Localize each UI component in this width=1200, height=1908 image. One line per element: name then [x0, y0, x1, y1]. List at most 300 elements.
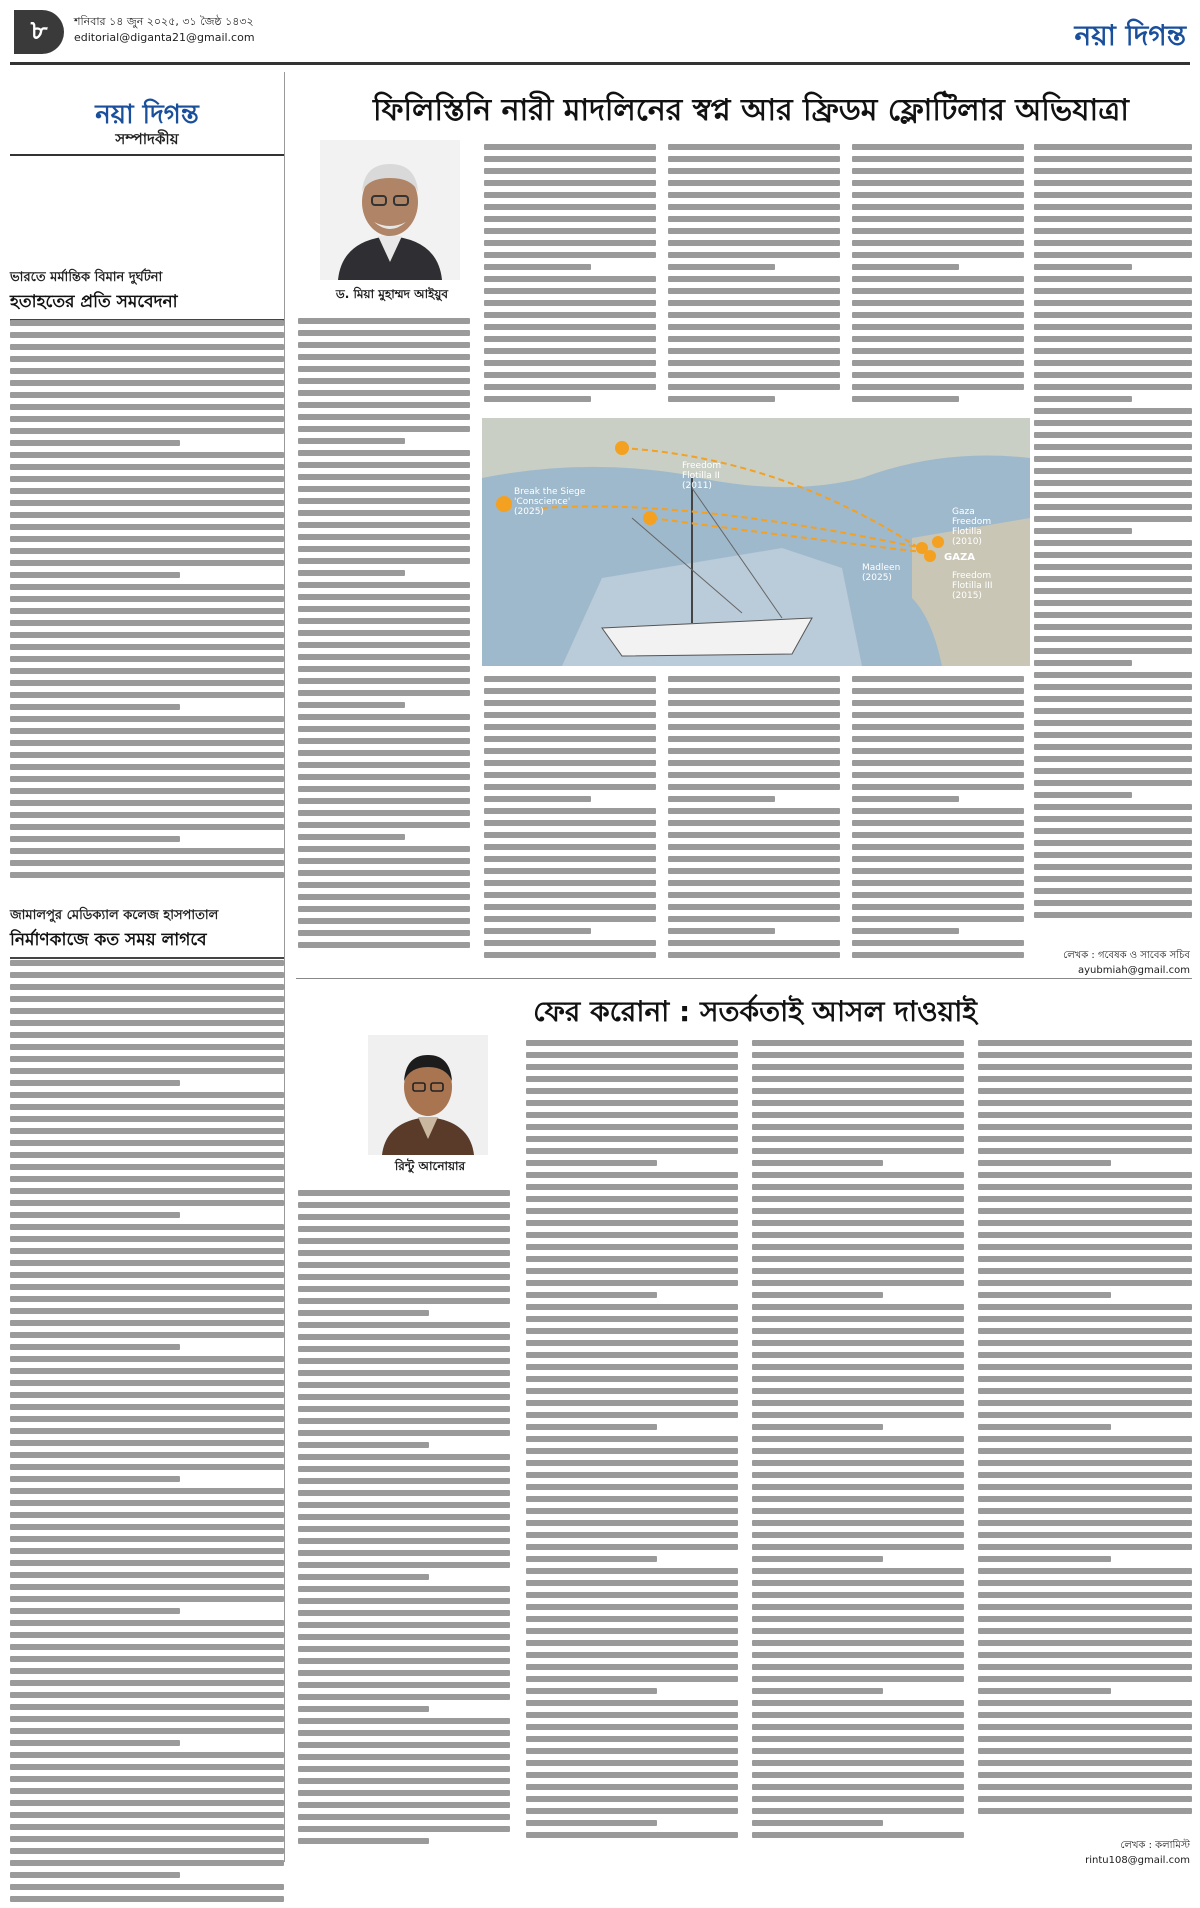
- editorial-headline: নির্মাণকাজে কত সময় লাগবে: [10, 927, 284, 959]
- text-line: [10, 1788, 284, 1794]
- text-line: [852, 952, 1024, 958]
- text-line: [752, 1064, 964, 1070]
- text-line: [978, 1772, 1192, 1778]
- text-line: [298, 1754, 510, 1760]
- text-line: [1034, 804, 1192, 810]
- text-line: [10, 1704, 284, 1710]
- text-line: [298, 906, 470, 912]
- text-line: [668, 156, 840, 162]
- text-line: [668, 312, 840, 318]
- text-line: [526, 1616, 738, 1622]
- text-line: [978, 1544, 1192, 1550]
- text-line: [10, 1776, 284, 1782]
- text-line: [526, 1424, 657, 1430]
- text-line: [298, 1502, 510, 1508]
- text-line: [978, 1256, 1192, 1262]
- text-line: [978, 1628, 1192, 1634]
- text-line: [1034, 360, 1192, 366]
- text-line: [668, 796, 775, 802]
- text-line: [978, 1520, 1192, 1526]
- text-line: [1034, 480, 1192, 486]
- text-line: [10, 1428, 284, 1434]
- text-line: [10, 1584, 284, 1590]
- text-line: [752, 1112, 964, 1118]
- text-line: [526, 1772, 738, 1778]
- text-line: [484, 700, 656, 706]
- text-line: [752, 1400, 964, 1406]
- text-line: [10, 344, 284, 350]
- text-line: [298, 714, 470, 720]
- text-line: [1034, 156, 1192, 162]
- text-line: [10, 1896, 284, 1902]
- text-line: [526, 1196, 738, 1202]
- text-line: [752, 1784, 964, 1790]
- text-line: [668, 204, 840, 210]
- text-line: [852, 348, 1024, 354]
- text-line: [668, 300, 840, 306]
- text-line: [978, 1220, 1192, 1226]
- text-line: [526, 1184, 738, 1190]
- text-line: [10, 380, 284, 386]
- text-line: [484, 360, 656, 366]
- text-line: [484, 396, 591, 402]
- article-2-column-1: [298, 1190, 510, 1850]
- author-email: ayubmiah@gmail.com: [1077, 965, 1190, 976]
- text-line: [298, 930, 470, 936]
- text-line: [298, 594, 470, 600]
- text-line: [852, 712, 1024, 718]
- text-line: [1034, 312, 1192, 318]
- text-line: [852, 844, 1024, 850]
- text-line: [978, 1040, 1192, 1046]
- text-line: [10, 680, 284, 686]
- text-line: [852, 288, 1024, 294]
- text-line: [298, 414, 470, 420]
- text-line: [10, 692, 284, 698]
- text-line: [1034, 264, 1132, 270]
- text-line: [1034, 720, 1192, 726]
- text-line: [10, 500, 284, 506]
- text-line: [484, 264, 591, 270]
- text-line: [752, 1436, 964, 1442]
- text-line: [1034, 816, 1192, 822]
- text-line: [752, 1760, 964, 1766]
- text-line: [10, 404, 284, 410]
- text-line: [978, 1052, 1192, 1058]
- author-note-text: লেখক : কলামিস্ট: [1120, 1840, 1190, 1851]
- text-line: [298, 1778, 510, 1784]
- text-line: [10, 1368, 284, 1374]
- text-line: [978, 1328, 1192, 1334]
- text-line: [298, 822, 470, 828]
- text-line: [752, 1652, 964, 1658]
- text-line: [752, 1232, 964, 1238]
- text-line: [10, 332, 284, 338]
- text-line: [526, 1508, 738, 1514]
- editorial-kicker: জামালপুর মেডিক্যাল কলেজ হাসপাতাল: [10, 908, 219, 923]
- text-line: [526, 1700, 738, 1706]
- text-line: [526, 1064, 738, 1070]
- text-line: [10, 524, 284, 530]
- text-line: [526, 1568, 738, 1574]
- text-line: [752, 1544, 964, 1550]
- text-line: [752, 1376, 964, 1382]
- text-line: [526, 1712, 738, 1718]
- text-line: [752, 1748, 964, 1754]
- text-line: [298, 426, 470, 432]
- text-line: [668, 724, 840, 730]
- text-line: [298, 1418, 510, 1424]
- text-line: [852, 228, 1024, 234]
- text-line: [298, 1562, 510, 1568]
- editorial-body-1: [10, 320, 284, 884]
- text-line: [484, 372, 656, 378]
- text-line: [10, 1524, 284, 1530]
- text-line: [526, 1784, 738, 1790]
- text-line: [526, 1124, 738, 1130]
- text-line: [668, 144, 840, 150]
- text-line: [298, 1802, 510, 1808]
- text-line: [1034, 600, 1192, 606]
- text-line: [484, 844, 656, 850]
- text-line: [526, 1496, 738, 1502]
- text-line: [298, 1286, 510, 1292]
- text-line: [10, 1836, 284, 1842]
- text-line: [10, 1872, 180, 1878]
- text-line: [752, 1808, 964, 1814]
- text-line: [978, 1592, 1192, 1598]
- text-line: [484, 928, 591, 934]
- text-line: [298, 1358, 510, 1364]
- text-line: [298, 1514, 510, 1520]
- text-line: [298, 1574, 429, 1580]
- editorial-headline: হতাহতের প্রতি সমবেদনা: [10, 289, 284, 321]
- text-line: [978, 1580, 1192, 1586]
- text-line: [668, 856, 840, 862]
- text-line: [526, 1268, 738, 1274]
- text-line: [668, 216, 840, 222]
- text-line: [752, 1424, 883, 1430]
- map-label-gaza: GAZA: [944, 552, 975, 563]
- text-line: [298, 1682, 510, 1688]
- text-line: [10, 1848, 284, 1854]
- text-line: [484, 300, 656, 306]
- text-line: [10, 1416, 284, 1422]
- text-line: [484, 168, 656, 174]
- text-line: [852, 700, 1024, 706]
- article-1-column-2-lower: [484, 676, 656, 964]
- text-line: [526, 1136, 738, 1142]
- header-meta: [74, 14, 255, 46]
- text-line: [298, 1310, 429, 1316]
- text-line: [526, 1280, 738, 1286]
- text-line: [10, 620, 284, 626]
- text-line: [298, 1742, 510, 1748]
- text-line: [526, 1100, 738, 1106]
- editorial-rule: [10, 154, 284, 156]
- text-line: [298, 642, 470, 648]
- text-line: [10, 1260, 284, 1266]
- article-1-author-note: [1020, 948, 1190, 976]
- text-line: [10, 972, 284, 978]
- text-line: [852, 940, 1024, 946]
- text-line: [298, 1322, 510, 1328]
- text-line: [668, 688, 840, 694]
- text-line: [1034, 900, 1192, 906]
- text-line: [978, 1484, 1192, 1490]
- text-line: [1034, 744, 1192, 750]
- text-line: [526, 1376, 738, 1382]
- text-line: [1034, 168, 1192, 174]
- text-line: [668, 372, 840, 378]
- text-line: [298, 618, 470, 624]
- text-line: [484, 228, 656, 234]
- author-2-name: রিন্টু আনোয়ার: [394, 1159, 466, 1173]
- text-line: [852, 772, 1024, 778]
- text-line: [1034, 588, 1192, 594]
- text-line: [978, 1676, 1192, 1682]
- text-line: [752, 1664, 964, 1670]
- text-line: [668, 228, 840, 234]
- text-line: [752, 1532, 964, 1538]
- text-line: [10, 1056, 284, 1062]
- text-line: [1034, 144, 1192, 150]
- text-line: [752, 1604, 964, 1610]
- text-line: [484, 856, 656, 862]
- text-line: [298, 1658, 510, 1664]
- text-line: [10, 1116, 284, 1122]
- text-line: [298, 438, 405, 444]
- text-line: [10, 560, 284, 566]
- text-line: [298, 1406, 510, 1412]
- text-line: [298, 1670, 510, 1676]
- text-line: [10, 704, 180, 710]
- text-line: [978, 1736, 1192, 1742]
- text-line: [978, 1712, 1192, 1718]
- author-note-text: লেখক : গবেষক ও সাবেক সচিব: [1063, 950, 1190, 961]
- text-line: [10, 1128, 284, 1134]
- text-line: [298, 342, 470, 348]
- text-line: [10, 824, 284, 830]
- text-line: [526, 1244, 738, 1250]
- text-line: [668, 748, 840, 754]
- text-line: [752, 1520, 964, 1526]
- text-line: [668, 832, 840, 838]
- text-line: [1034, 732, 1192, 738]
- text-line: [668, 808, 840, 814]
- text-line: [752, 1460, 964, 1466]
- text-line: [752, 1040, 964, 1046]
- text-line: [668, 940, 840, 946]
- text-line: [852, 372, 1024, 378]
- text-line: [10, 1800, 284, 1806]
- article-1-column-1: [298, 318, 470, 954]
- text-line: [668, 712, 840, 718]
- text-line: [526, 1076, 738, 1082]
- text-line: [978, 1436, 1192, 1442]
- text-line: [10, 572, 180, 578]
- text-line: [10, 1332, 284, 1338]
- text-line: [852, 252, 1024, 258]
- text-line: [484, 156, 656, 162]
- text-line: [526, 1796, 738, 1802]
- text-line: [484, 712, 656, 718]
- text-line: [484, 324, 656, 330]
- text-line: [752, 1484, 964, 1490]
- text-line: [10, 1860, 284, 1866]
- text-line: [1034, 288, 1192, 294]
- text-line: [852, 168, 1024, 174]
- text-line: [10, 1500, 284, 1506]
- text-line: [10, 548, 284, 554]
- editorial-item-2: [10, 906, 284, 959]
- text-line: [10, 1632, 284, 1638]
- text-line: [10, 536, 284, 542]
- text-line: [10, 476, 284, 482]
- editorial-column: [10, 72, 285, 1862]
- text-line: [978, 1124, 1192, 1130]
- text-line: [668, 336, 840, 342]
- map-label-madleen: Madleen (2025): [862, 563, 901, 583]
- text-line: [668, 868, 840, 874]
- text-line: [978, 1700, 1192, 1706]
- text-line: [852, 928, 959, 934]
- text-line: [10, 996, 284, 1002]
- text-line: [298, 510, 470, 516]
- text-line: [526, 1604, 738, 1610]
- text-line: [298, 1454, 510, 1460]
- text-line: [526, 1328, 738, 1334]
- text-line: [298, 942, 470, 948]
- text-line: [1034, 696, 1192, 702]
- text-line: [978, 1616, 1192, 1622]
- text-line: [298, 1238, 510, 1244]
- text-line: [10, 752, 284, 758]
- text-line: [752, 1208, 964, 1214]
- text-line: [298, 882, 470, 888]
- text-line: [298, 330, 470, 336]
- text-line: [484, 808, 656, 814]
- text-line: [526, 1808, 738, 1814]
- text-line: [298, 462, 470, 468]
- text-line: [668, 360, 840, 366]
- text-line: [10, 1404, 284, 1410]
- text-line: [526, 1580, 738, 1586]
- text-line: [978, 1088, 1192, 1094]
- text-line: [752, 1088, 964, 1094]
- text-line: [484, 336, 656, 342]
- text-line: [978, 1796, 1192, 1802]
- text-line: [978, 1376, 1192, 1382]
- text-line: [10, 960, 284, 966]
- text-line: [1034, 456, 1192, 462]
- text-line: [298, 1622, 510, 1628]
- text-line: [978, 1652, 1192, 1658]
- text-line: [1034, 708, 1192, 714]
- text-line: [526, 1160, 657, 1166]
- text-line: [10, 1668, 284, 1674]
- text-line: [978, 1388, 1192, 1394]
- text-line: [852, 336, 1024, 342]
- text-line: [1034, 612, 1192, 618]
- text-line: [668, 264, 775, 270]
- text-line: [10, 1272, 284, 1278]
- text-line: [298, 1526, 510, 1532]
- text-line: [1034, 864, 1192, 870]
- text-line: [10, 356, 284, 362]
- editorial-body-2: [10, 960, 284, 1908]
- text-line: [484, 276, 656, 282]
- text-line: [852, 808, 1024, 814]
- route-marker: [615, 441, 629, 455]
- map-label-gaza-freedom-flotilla: Gaza Freedom Flotilla (2010): [952, 507, 992, 547]
- text-line: [10, 1728, 284, 1734]
- text-line: [10, 584, 284, 590]
- text-line: [526, 1484, 738, 1490]
- text-line: [298, 1214, 510, 1220]
- text-line: [752, 1124, 964, 1130]
- article-1-column-3-lower: [668, 676, 840, 964]
- text-line: [852, 760, 1024, 766]
- text-line: [1034, 252, 1192, 258]
- text-line: [1034, 564, 1192, 570]
- route-marker: [643, 511, 657, 525]
- text-line: [10, 1596, 284, 1602]
- text-line: [298, 1586, 510, 1592]
- text-line: [10, 1812, 284, 1818]
- text-line: [298, 366, 470, 372]
- text-line: [526, 1640, 738, 1646]
- text-line: [298, 1346, 510, 1352]
- text-line: [526, 1544, 738, 1550]
- text-line: [526, 1208, 738, 1214]
- text-line: [852, 688, 1024, 694]
- text-line: [526, 1688, 657, 1694]
- text-line: [484, 252, 656, 258]
- text-line: [10, 1512, 284, 1518]
- text-line: [526, 1172, 738, 1178]
- text-line: [1034, 540, 1192, 546]
- text-line: [852, 384, 1024, 390]
- text-line: [298, 702, 405, 708]
- author-1-portrait: [320, 140, 460, 280]
- text-line: [752, 1628, 964, 1634]
- text-line: [978, 1304, 1192, 1310]
- text-line: [10, 1440, 284, 1446]
- text-line: [668, 384, 840, 390]
- text-line: [298, 1766, 510, 1772]
- text-line: [298, 402, 470, 408]
- text-line: [1034, 504, 1192, 510]
- map-label-freedom-flotilla-iii: Freedom Flotilla III (2015): [952, 571, 993, 601]
- text-line: [10, 728, 284, 734]
- article-1-column-5: [1034, 144, 1192, 924]
- text-line: [752, 1340, 964, 1346]
- text-line: [752, 1292, 883, 1298]
- text-line: [978, 1148, 1192, 1154]
- text-line: [298, 1790, 510, 1796]
- text-line: [668, 928, 775, 934]
- text-line: [298, 498, 470, 504]
- text-line: [298, 1634, 510, 1640]
- text-line: [978, 1316, 1192, 1322]
- text-line: [978, 1508, 1192, 1514]
- text-line: [852, 676, 1024, 682]
- text-line: [526, 1556, 657, 1562]
- text-line: [668, 880, 840, 886]
- text-line: [978, 1532, 1192, 1538]
- text-line: [752, 1508, 964, 1514]
